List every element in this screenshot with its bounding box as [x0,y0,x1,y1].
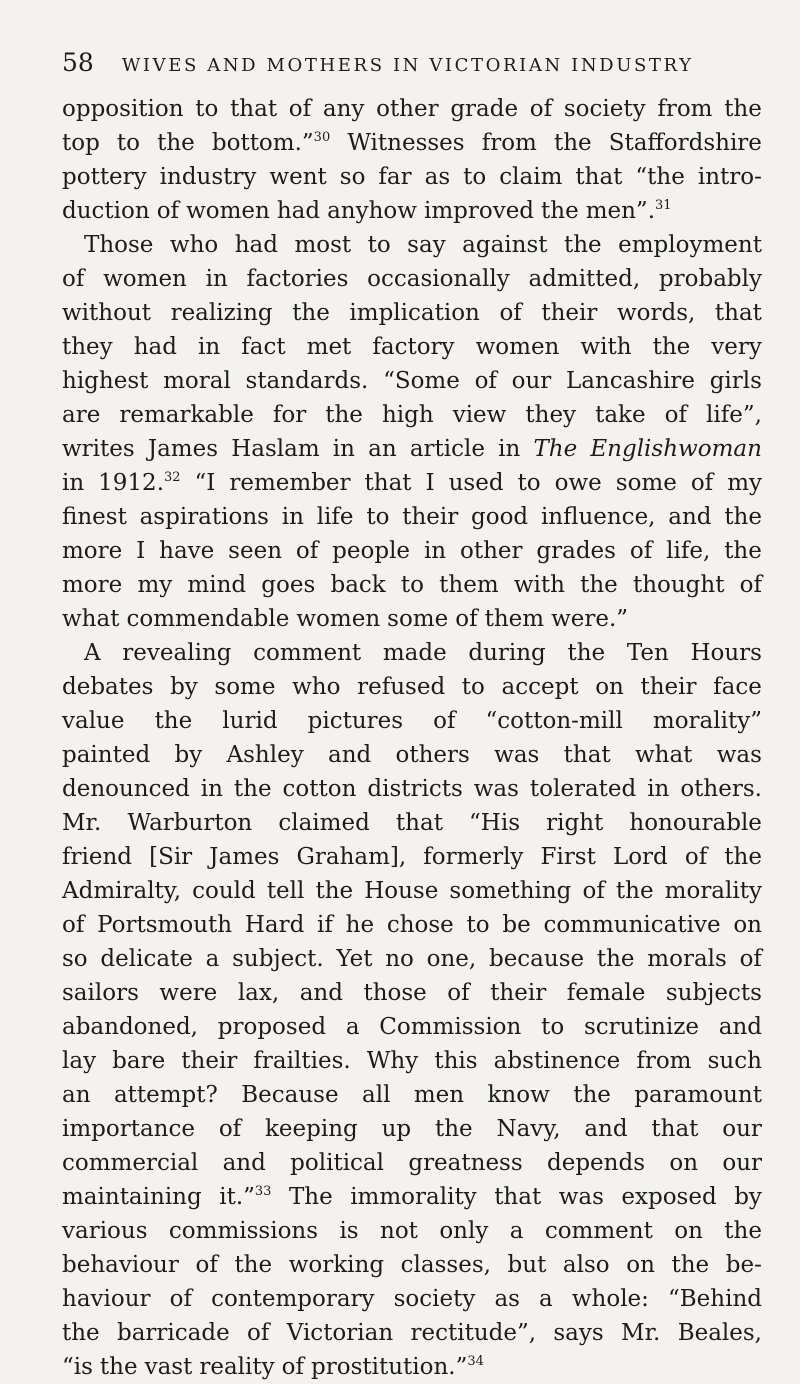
text-line: commercial and political greatness depends on our [62,1150,762,1176]
text-line: finest aspirations in life to their good influence, and the [62,504,762,530]
running-head [62,48,762,88]
text-line: so delicate a subject. Yet no one, because the morals of [62,946,762,972]
text-line: more I have seen of people in other grades of life, the [62,538,762,564]
text-line: without realizing the implication of their words, that [62,300,762,326]
text-line: duction of women had anyhow improved the men”.31 [62,198,672,224]
text-line: are remarkable for the high view they take of life”, [62,402,762,428]
text-line: highest moral standards. “Some of our Lancashire girls [62,368,762,394]
text-line: importance of keeping up the Navy, and that our [62,1116,762,1142]
running-title: WIVES AND MOTHERS IN VICTORIAN INDUSTRY [121,55,694,76]
text-line: haviour of contemporary society as a whole: “Behind [62,1286,762,1312]
text-line: sailors were lax, and those of their female subjects [62,980,762,1006]
text-line: pottery industry went so far as to claim that “the intro- [62,164,762,190]
text-line: maintaining it.”33 The immorality that was exposed by [62,1184,762,1210]
page-number: 58 [62,48,94,77]
text-line: denounced in the cotton districts was tolerated in others. [62,776,762,802]
text-line: what commendable women some of them were.” [62,606,629,632]
text-line: abandoned, proposed a Commission to scrutinize and [62,1014,762,1040]
text-line: friend [Sir James Graham], formerly First Lord of the [62,844,762,870]
text-line: behaviour of the working classes, but also on the be- [62,1252,762,1278]
text-line: various commissions is not only a comment on the [62,1218,762,1244]
text-line: of Portsmouth Hard if he chose to be communicative on [62,912,762,938]
text-line: Admiralty, could tell the House something of the morality [62,878,762,904]
text-line: of women in factories occasionally admitted, probably [62,266,762,292]
text-line: A revealing comment made during the Ten Hours [84,640,762,666]
text-line: writes James Haslam in an article in The Englishwoman [62,436,762,462]
text-line: in 1912.32 “I remember that I used to owe some of my [62,470,762,496]
body-text [62,92,762,1384]
text-line: the barricade of Victorian rectitude”, says Mr. Beales, [62,1320,762,1346]
text-line: lay bare their frailties. Why this abstinence from such [62,1048,762,1074]
text-line: debates by some who refused to accept on their face [62,674,762,700]
text-line: an attempt? Because all men know the paramount [62,1082,762,1108]
text-line: opposition to that of any other grade of society from the [62,96,762,122]
book-page [62,48,762,1384]
text-line: more my mind goes back to them with the thought of [62,572,762,598]
text-line: painted by Ashley and others was that what was [62,742,762,768]
text-line: they had in fact met factory women with the very [62,334,762,360]
text-line: Those who had most to say against the employment [84,232,762,258]
text-line: value the lurid pictures of “cotton-mill morality” [62,708,762,734]
text-line: “is the vast reality of prostitution.”34 [62,1354,484,1380]
text-line: Mr. Warburton claimed that “His right honourable [62,810,762,836]
text-line: top to the bottom.”30 Witnesses from the Staffordshire [62,130,762,156]
